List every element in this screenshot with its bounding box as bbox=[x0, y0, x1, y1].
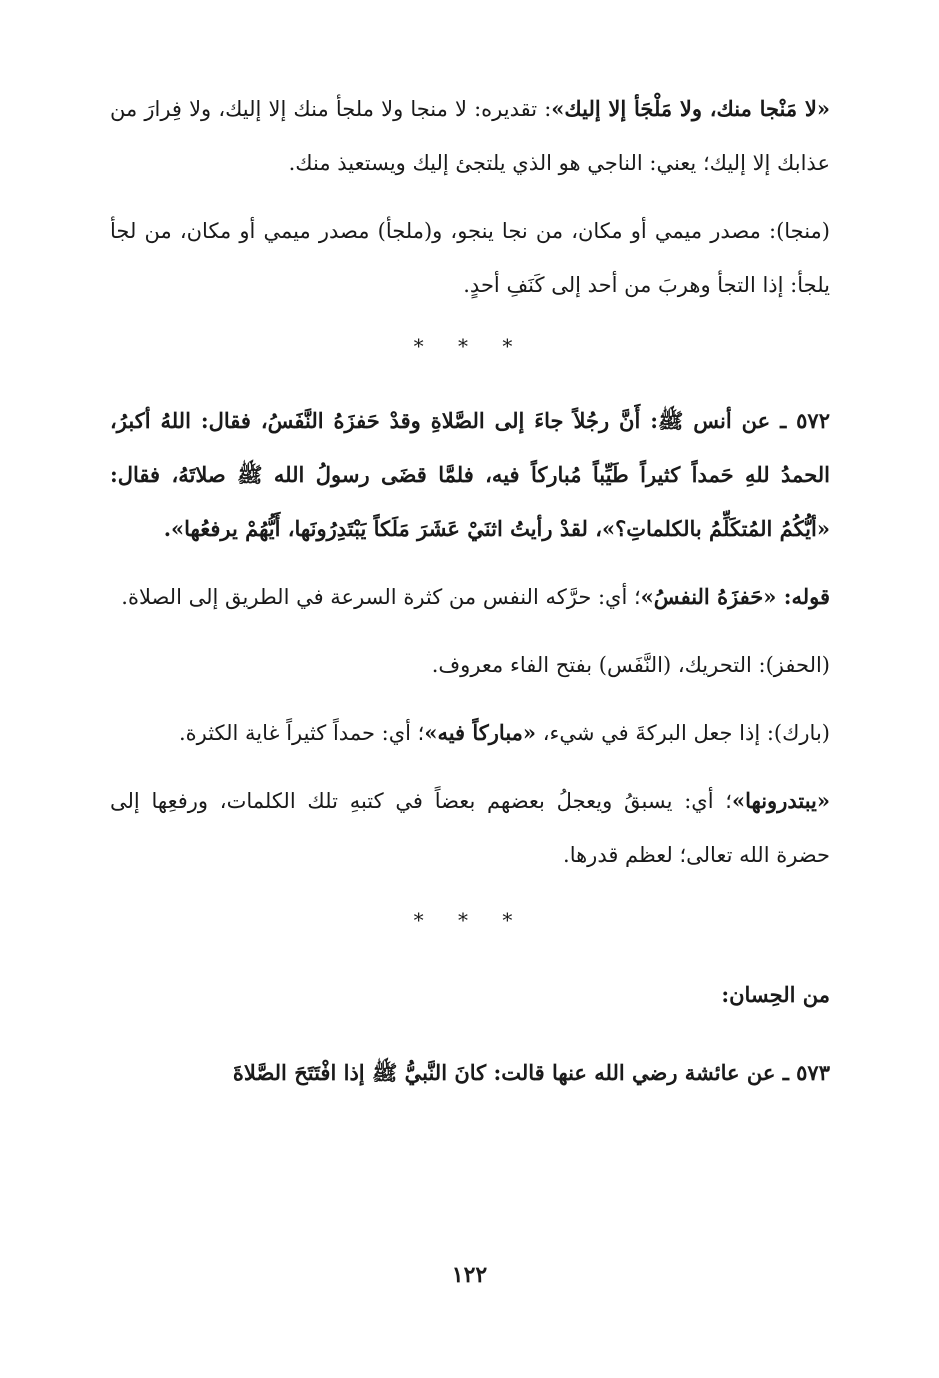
page-number: ١٢٢ bbox=[451, 1262, 488, 1288]
quoted-phrase: «يبتدرونها» bbox=[732, 788, 830, 813]
paragraph-text: (الحفز): التحريك، (النَّفَس) بفتح الفاء معروف. bbox=[431, 653, 830, 677]
quoted-phrase: قوله: «حَفزَهُ النفسُ» bbox=[640, 584, 830, 609]
paragraph-commentary-4 bbox=[110, 638, 830, 692]
section-separator: * * * bbox=[413, 334, 527, 358]
paragraph-text: (بارك): إذا جعل البركةَ في شيء، bbox=[536, 721, 830, 745]
section-heading: من الحِسان: bbox=[721, 982, 830, 1007]
page-body bbox=[110, 82, 830, 1114]
hadith-572 bbox=[110, 394, 830, 556]
quoted-phrase: «لا مَنْجا منك، ولا مَلْجَأ إلا إليك» bbox=[551, 96, 830, 121]
paragraph-commentary-2 bbox=[110, 204, 830, 312]
paragraph-text: : تقديره: لا منجا ولا ملجأ منك إلا إليك، ولا فِرارَ من عذابك إلا إليك؛ يعني: الناجي هو الذي يلتجئ إليك ويستعيذ منك. bbox=[110, 97, 830, 175]
paragraph-commentary-5 bbox=[110, 706, 830, 760]
paragraph-text: ؛ أي: يسبقُ ويعجلُ بعضهم بعضاً في كتبهِ تلك الكلمات، ورفعِها إلى حضرة الله تعالى؛ لعظم قدرها. bbox=[110, 789, 830, 867]
paragraph-commentary-6 bbox=[110, 774, 830, 882]
paragraph-commentary-1 bbox=[110, 82, 830, 190]
paragraph-text: (منجا): مصدر ميمي أو مكان، من نجا ينجو، و(ملجأ) مصدر ميمي أو مكان، من لجأ يلجأ: إذا التجأ وهربَ من أحد إلى كَنَفِ أحدٍ. bbox=[110, 219, 830, 297]
paragraph-commentary-3 bbox=[110, 570, 830, 624]
hadith-573 bbox=[110, 1046, 830, 1100]
section-separator: * * * bbox=[413, 908, 527, 932]
quoted-phrase: «مباركاً فيه» bbox=[424, 720, 537, 745]
hadith-text: ٥٧٢ ـ عن أنس ﷺ: أَنَّ رجُلاً جاءَ إلى الصَّلاةِ وقدْ حَفزَهُ النَّفَسُ، فقال: اللهُ أكبرُ، الحمدُ للهِ حَمداً كثيراً طَيِّباً مُباركاً فيه، فلمَّا قضَى رسولُ الله ﷺ صلاتَهُ، فقال: «أيُّكُمُ المُتكَلِّمُ بالكلماتِ؟»، لقدْ رأيتُ اثنَيْ عَشَرَ مَلَكاً يَبْتَدِرُونَها، أَيُّهُمْ يرفعُها». bbox=[110, 408, 830, 541]
paragraph-text: ؛ أي: حرَّكه النفس من كثرة السرعة في الطريق إلى الصلاة. bbox=[121, 585, 641, 609]
paragraph-text: ؛ أي: حمداً كثيراً غاية الكثرة. bbox=[178, 721, 425, 745]
hadith-text: ٥٧٣ ـ عن عائشة رضي الله عنها قالت: كانَ النَّبيُّ ﷺ إذا افْتَتَحَ الصَّلاةَ bbox=[232, 1060, 830, 1085]
